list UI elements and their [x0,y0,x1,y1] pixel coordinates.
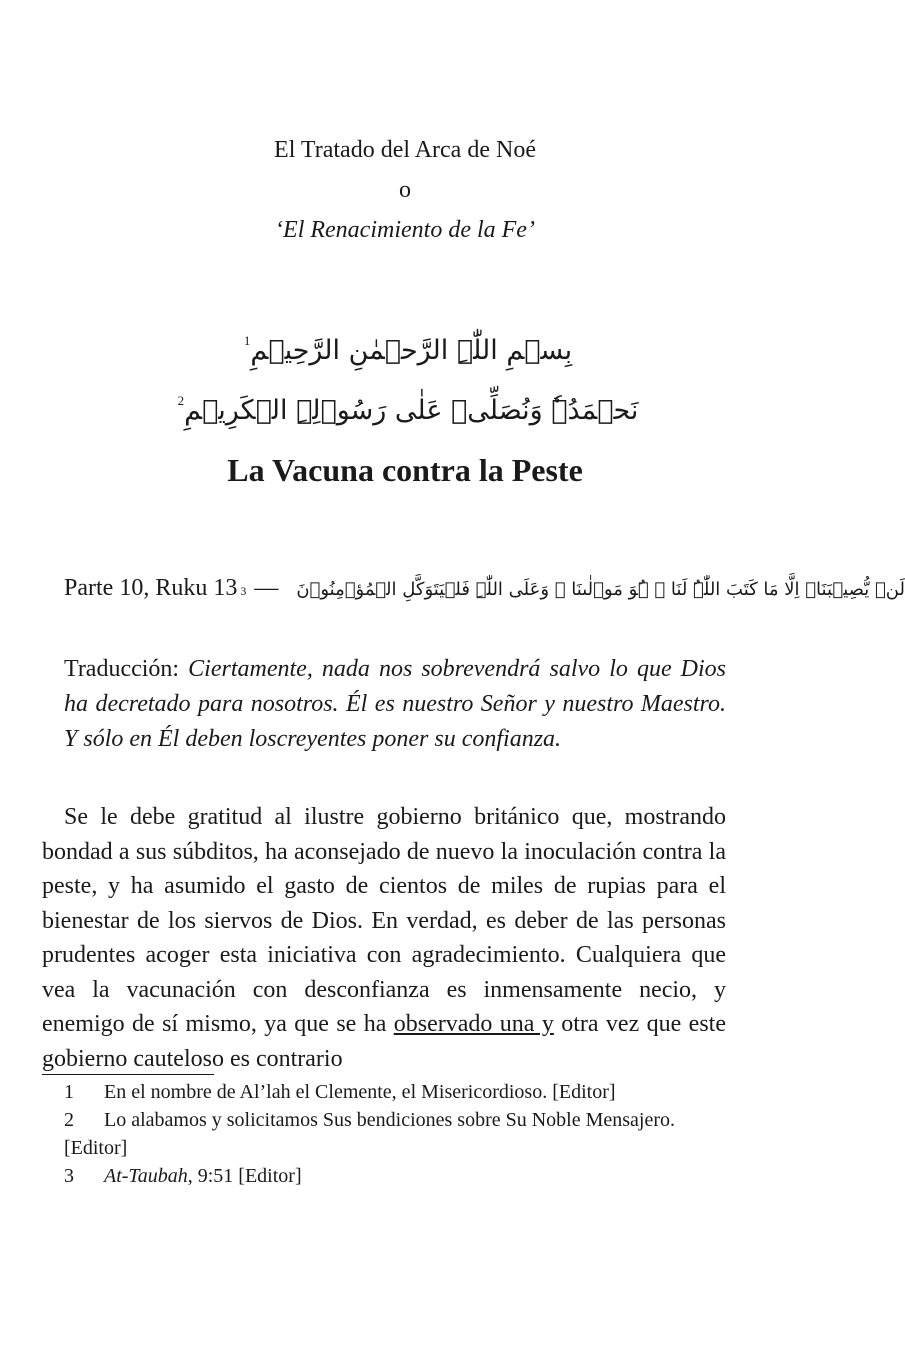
em-dash: — [254,575,279,601]
verse-reference-line [64,566,905,613]
book-subtitle: ‘El Renacimiento de la Fe’ [275,217,535,243]
book-title: El Tratado del Arca de Noé [274,137,536,163]
underlined-text: observado una y [393,1011,554,1037]
footnote-text: Lo alabamos y solicitamos Sus bendiciones sobre Su Noble Mensajero. [Editor] [64,1109,676,1159]
footnote-2 [64,1106,726,1162]
footnote-1 [64,1078,726,1106]
footnote-text: , 9:51 [Editor] [187,1165,302,1187]
footnote-divider [42,1074,214,1075]
footnote-ref: 2 [177,393,185,408]
invocation-arabic: نَحۡمَدُہٗ وَنُصَلِّیۡ عَلٰی رَسُوۡلِہِ الۡکَرِیۡمِ [184,395,639,426]
title-connector: o [399,177,411,203]
footnote-3 [64,1162,726,1190]
invocation-arabic: بِسۡمِ اللّٰہِ الرَّحۡمٰنِ الرَّحِیۡمِ [250,335,573,366]
footnote-ref: 3 [240,584,247,598]
body-text-after: otra vez que este gobierno cauteloso es contrario [42,1011,726,1072]
body-paragraph [42,800,726,1076]
invocation-bismillah [0,316,810,376]
footnote-number: 3 [64,1165,74,1187]
footnotes [64,1078,726,1190]
translation-label: Traducción: [64,656,180,682]
verse-arabic: لَنۡ یُّصِیۡبَنَاۤ اِلَّا مَا کَتَبَ اللّٰہُ لَنَا ۚ ہُوَ مَوۡلٰىنَا ۚ وَعَلَی اللّٰہِ فَلۡیَتَوَکَّلِ الۡمُؤۡمِنُوۡنَ [296,579,905,600]
footnote-number: 1 [64,1081,74,1103]
footnote-ref: 1 [243,333,251,348]
footnote-number: 2 [64,1109,74,1131]
translation-paragraph [64,652,726,757]
invocation-block [0,316,810,436]
translation-text: Ciertamente, nada nos sobrevendrá salvo lo que Dios ha decretado para nosotros. Él es nuestro Señor y nuestro Maestro. Y sólo en Él deben loscreyentes poner su confianza. [64,656,726,752]
invocation-salutation [0,376,810,436]
chapter-heading: La Vacuna contra la Peste [227,452,583,488]
footnote-source: At-Taubah [104,1165,188,1187]
body-text-before: Se le debe gratitud al ilustre gobierno británico que, mostrando bondad a sus súbditos, ha aconsejado de nuevo la inoculación contra la peste, y ha asumido el gasto de cientos de miles de rupias para el bienestar de los siervos de Dios. En verdad, es deber de las personas prudentes acoger esta iniciativa con agradecimiento. Cualquiera que vea la vacunación con desconfianza es inmensamente necio, y enemigo de sí mismo, ya que se ha [42,804,726,1037]
book-title-block [0,130,810,250]
verse-reference: Parte 10, Ruku 13 [64,575,238,601]
footnote-text: En el nombre de Al’lah el Clemente, el Misericordioso. [Editor] [104,1081,616,1103]
